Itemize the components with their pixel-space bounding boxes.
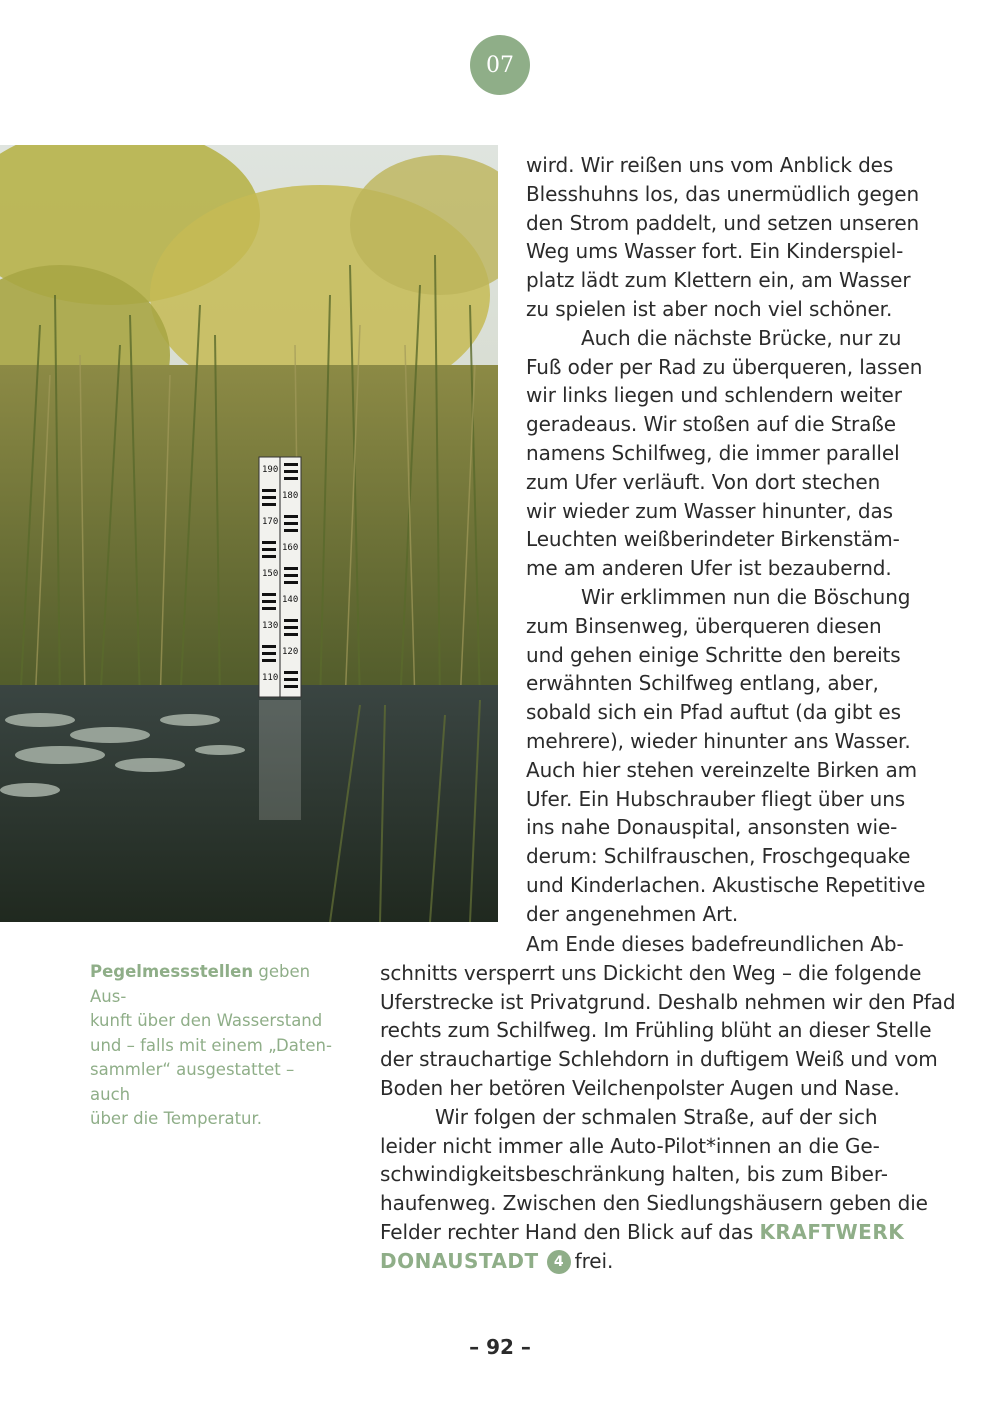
text-line: Auch die nächste Brücke, nur zu [581, 325, 902, 350]
gauge-tick-mark [284, 567, 298, 570]
paragraph [380, 1103, 928, 1276]
text-line: schnitts versperrt uns Dickicht den Weg – die folgende [380, 960, 922, 985]
caption-line: über die Temperatur. [90, 1109, 263, 1128]
text-line: und gehen einige Schritte den bereits [526, 642, 901, 667]
text-segment: frei. [574, 1248, 614, 1273]
text-line: ins nahe Donauspital, ansonsten wie- [526, 815, 898, 840]
gauge-tick-mark [284, 626, 298, 629]
text-line: mehrere), wieder hinunter ans Wasser. [526, 728, 911, 753]
gauge-tick-label: 140 [282, 595, 299, 605]
text-line: Uferstrecke ist Privatgrund. Deshalb nehmen wir den Pfad [380, 989, 956, 1014]
text-line: Auch hier stehen vereinzelte Birken am [526, 757, 918, 782]
gauge-tick-label: 130 [262, 621, 279, 631]
gauge-tick-mark [284, 633, 298, 636]
page-number: – 92 – [469, 1335, 531, 1359]
text-line: zum Ufer verläuft. Von dort stechen [526, 469, 881, 494]
text-line: Weg ums Wasser fort. Ein Kinderspiel- [526, 239, 904, 264]
text-line: der strauchartige Schlehdorn in duftigem Weiß und vom [380, 1047, 938, 1072]
caption-line: geben Aus- [90, 962, 311, 1006]
gauge-tick-mark [262, 652, 276, 655]
gauge-tick-mark [262, 593, 276, 596]
body-text-right-column [526, 151, 926, 929]
poi-number-badge: 4 [547, 1250, 571, 1274]
gauge-tick-mark [284, 671, 298, 674]
caption-line: sammler“ ausgestattet – auch [90, 1060, 295, 1104]
text-line [380, 1247, 920, 1276]
body-text-wide-column [380, 930, 956, 1276]
paragraph [526, 324, 926, 583]
gauge-tick-label: 150 [262, 569, 279, 579]
text-line [380, 1218, 920, 1247]
text-line: wir links liegen und schlendern weiter [526, 383, 902, 408]
text-line: leider nicht immer alle Auto-Pilot*innen an die Ge- [380, 1133, 880, 1158]
text-line: sobald sich ein Pfad auftut (da gibt es [526, 700, 901, 725]
text-line: Boden her betören Veilchenpolster Augen und Nase. [380, 1075, 900, 1100]
caption-highlight: Pegelmessstellen [90, 962, 254, 981]
gauge-tick-mark [284, 477, 298, 480]
text-line: Leuchten weißberindeter Birkenstäm- [526, 527, 900, 552]
gauge-tick-mark [262, 645, 276, 648]
photo-caption [90, 960, 335, 1132]
text-line: zu spielen ist aber noch viel schöner. [526, 296, 893, 321]
text-line: Fuß oder per Rad zu überqueren, lassen [526, 354, 923, 379]
text-line: me am anderen Ufer ist bezaubernd. [526, 556, 892, 581]
text-line: Wir folgen der schmalen Straße, auf der sich [435, 1104, 878, 1129]
caption-line: kunft über den Wasserstand [90, 1011, 323, 1030]
text-line: wird. Wir reißen uns vom Anblick des [526, 153, 894, 177]
gauge-tick-label: 120 [282, 647, 299, 657]
caption-line: und – falls mit einem „Daten- [90, 1035, 332, 1055]
gauge-tick-mark [284, 581, 298, 584]
photo-reeds-water-gauge [0, 145, 498, 922]
text-line: rechts zum Schilfweg. Im Frühling blüht an dieser Stelle [380, 1018, 932, 1043]
text-line: derum: Schilfrauschen, Froschgequake [526, 844, 911, 869]
gauge-tick-mark [284, 574, 298, 577]
chapter-number-badge: 07 [470, 35, 530, 95]
gauge-tick-label: 180 [282, 491, 299, 501]
gauge-tick-mark [284, 522, 298, 525]
gauge-tick-mark [262, 503, 276, 506]
text-line: zum Binsenweg, überqueren diesen [526, 613, 882, 638]
gauge-tick-label: 110 [262, 673, 279, 683]
gauge-tick-mark [284, 678, 298, 681]
text-line: wir wieder zum Wasser hinunter, das [526, 498, 893, 523]
gauge-tick-mark [262, 555, 276, 558]
gauge-tick-mark [284, 463, 298, 466]
gauge-tick-mark [262, 600, 276, 603]
text-line: den Strom paddelt, und setzen unseren [526, 210, 920, 235]
gauge-tick-mark [262, 548, 276, 551]
text-line: platz lädt zum Klettern ein, am Wasser [526, 268, 911, 293]
gauge-tick-label: 170 [262, 517, 279, 527]
text-line: namens Schilfweg, die immer parallel [526, 440, 900, 465]
poi-name: KRAFTWERK [759, 1219, 905, 1244]
text-line: geradeaus. Wir stoßen auf die Straße [526, 412, 897, 437]
text-line: schwindigkeitsbeschränkung halten, bis zum Biber- [380, 1162, 888, 1187]
text-line: Ufer. Ein Hubschrauber fliegt über uns [526, 786, 906, 811]
text-line: der angenehmen Art. [526, 901, 739, 926]
gauge-tick-mark [284, 470, 298, 473]
gauge-tick-mark [284, 619, 298, 622]
poi-name: DONAUSTADT [380, 1248, 539, 1273]
text-line: Am Ende dieses badefreundlichen Ab- [526, 932, 904, 956]
gauge-tick-mark [262, 659, 276, 662]
paragraph [526, 583, 926, 929]
text-line: Wir erklimmen nun die Böschung [581, 584, 911, 609]
gauge-tick-mark [284, 515, 298, 518]
text-line: erwähnten Schilfweg entlang, aber, [526, 671, 879, 696]
gauge-tick-mark [262, 541, 276, 544]
text-line: und Kinderlachen. Akustische Repetitive [526, 872, 926, 897]
gauge-tick-label: 160 [282, 543, 299, 553]
gauge-tick-mark [262, 607, 276, 610]
text-line: Blesshuhns los, das unermüdlich gegen [526, 181, 920, 206]
gauge-tick-mark [262, 489, 276, 492]
gauge-tick-mark [284, 685, 298, 688]
paragraph [380, 930, 956, 1103]
gauge-tick-mark [284, 529, 298, 532]
text-line: haufenweg. Zwischen den Siedlungshäusern geben die [380, 1191, 928, 1216]
gauge-tick-label: 190 [262, 465, 279, 475]
gauge-tick-mark [262, 496, 276, 499]
text-segment: Felder rechter Hand den Blick auf das [380, 1219, 760, 1244]
paragraph [526, 151, 926, 324]
